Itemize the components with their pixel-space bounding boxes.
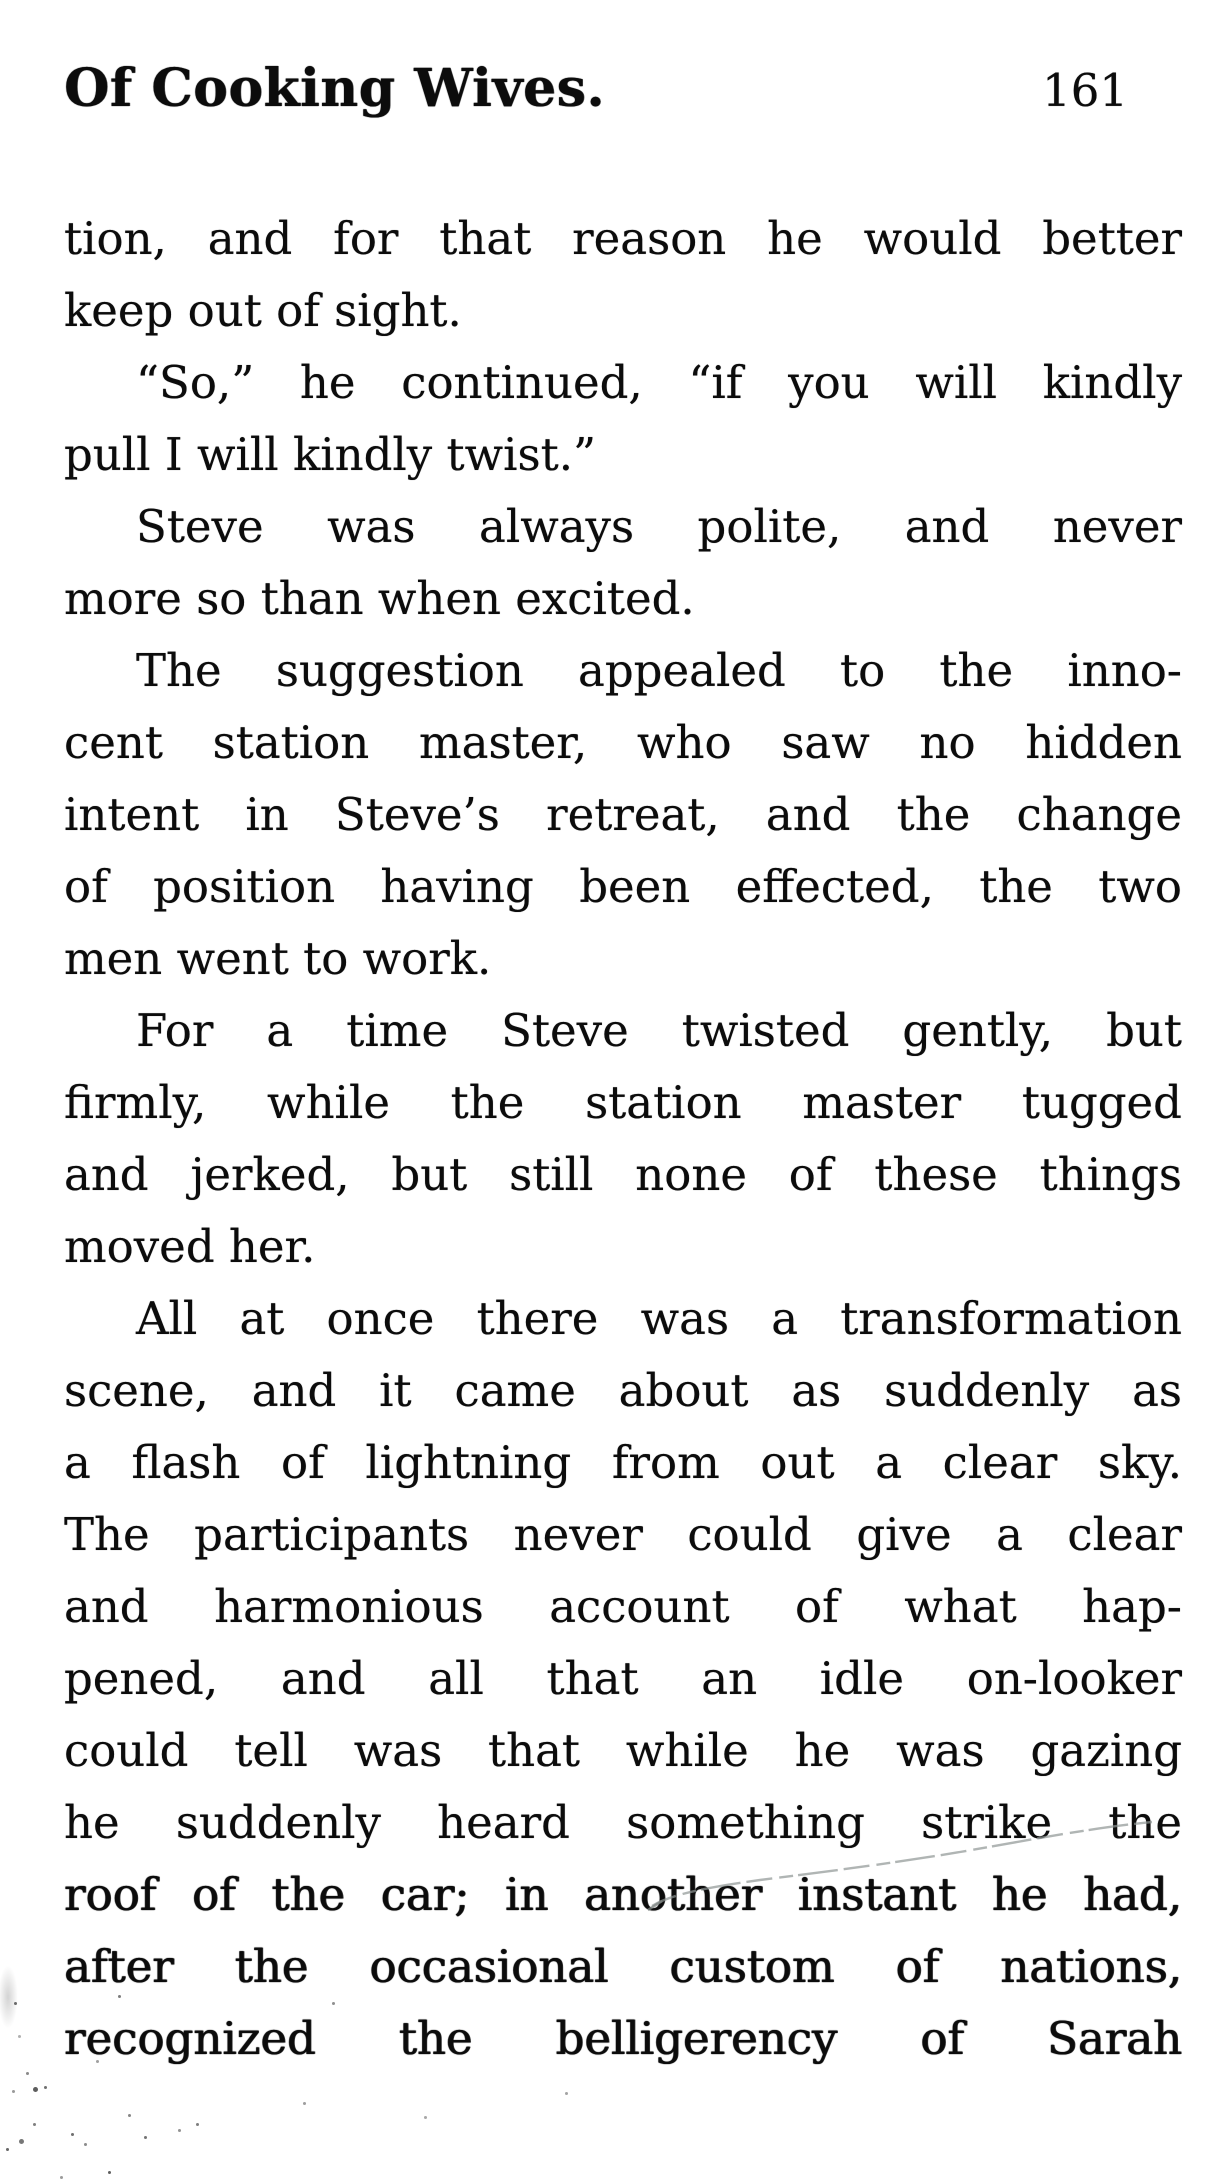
text-line: and harmonious account of what hap- xyxy=(64,1580,1182,1633)
text-line: cent station master, who saw no hidden xyxy=(64,716,1182,769)
text-line: more so than when excited. xyxy=(64,572,695,625)
text-line: keep out of sight. xyxy=(64,284,462,337)
text-line: and jerked, but still none of these things xyxy=(64,1148,1182,1201)
text-line: The suggestion appealed to the inno- xyxy=(136,644,1182,697)
scan-edge-smudge xyxy=(0,1952,22,2042)
text-line: intent in Steve’s retreat, and the change xyxy=(64,788,1182,841)
text-line: firmly, while the station master tugged xyxy=(64,1076,1182,1129)
text-line: could tell was that while he was gazing xyxy=(64,1724,1182,1777)
page-number: 161 xyxy=(1042,64,1128,117)
text-line: moved her. xyxy=(64,1220,316,1273)
chapter-title: Of Cooking Wives. xyxy=(64,58,605,119)
text-line: pened, and all that an idle on-looker xyxy=(64,1652,1182,1705)
text-line: “So,” he continued, “if you will kindly xyxy=(136,356,1182,409)
text-line: All at once there was a transformation xyxy=(136,1292,1182,1345)
text-line: pull I will kindly twist.” xyxy=(64,428,597,481)
text-line: men went to work. xyxy=(64,932,492,985)
text-line: The participants never could give a clear xyxy=(64,1508,1182,1561)
text-line: he suddenly heard something strike the xyxy=(64,1796,1182,1849)
text-line: tion, and for that reason he would better xyxy=(64,212,1182,265)
text-line: For a time Steve twisted gently, but xyxy=(136,1004,1182,1057)
text-line: roof of the car; in another instant he had, xyxy=(64,1868,1182,1921)
text-line: scene, and it came about as suddenly as xyxy=(64,1364,1182,1417)
text-line: a flash of lightning from out a clear sky. xyxy=(64,1436,1182,1489)
body-text-block xyxy=(64,203,1182,2075)
text-line: recognized the belligerency of Sarah xyxy=(64,2012,1182,2065)
text-line: of position having been effected, the two xyxy=(64,860,1182,913)
text-line: after the occasional custom of nations, xyxy=(64,1940,1182,1993)
scan-noise-speckles xyxy=(0,1940,4,1944)
running-header xyxy=(64,58,1128,119)
text-line: Steve was always polite, and never xyxy=(136,500,1182,553)
